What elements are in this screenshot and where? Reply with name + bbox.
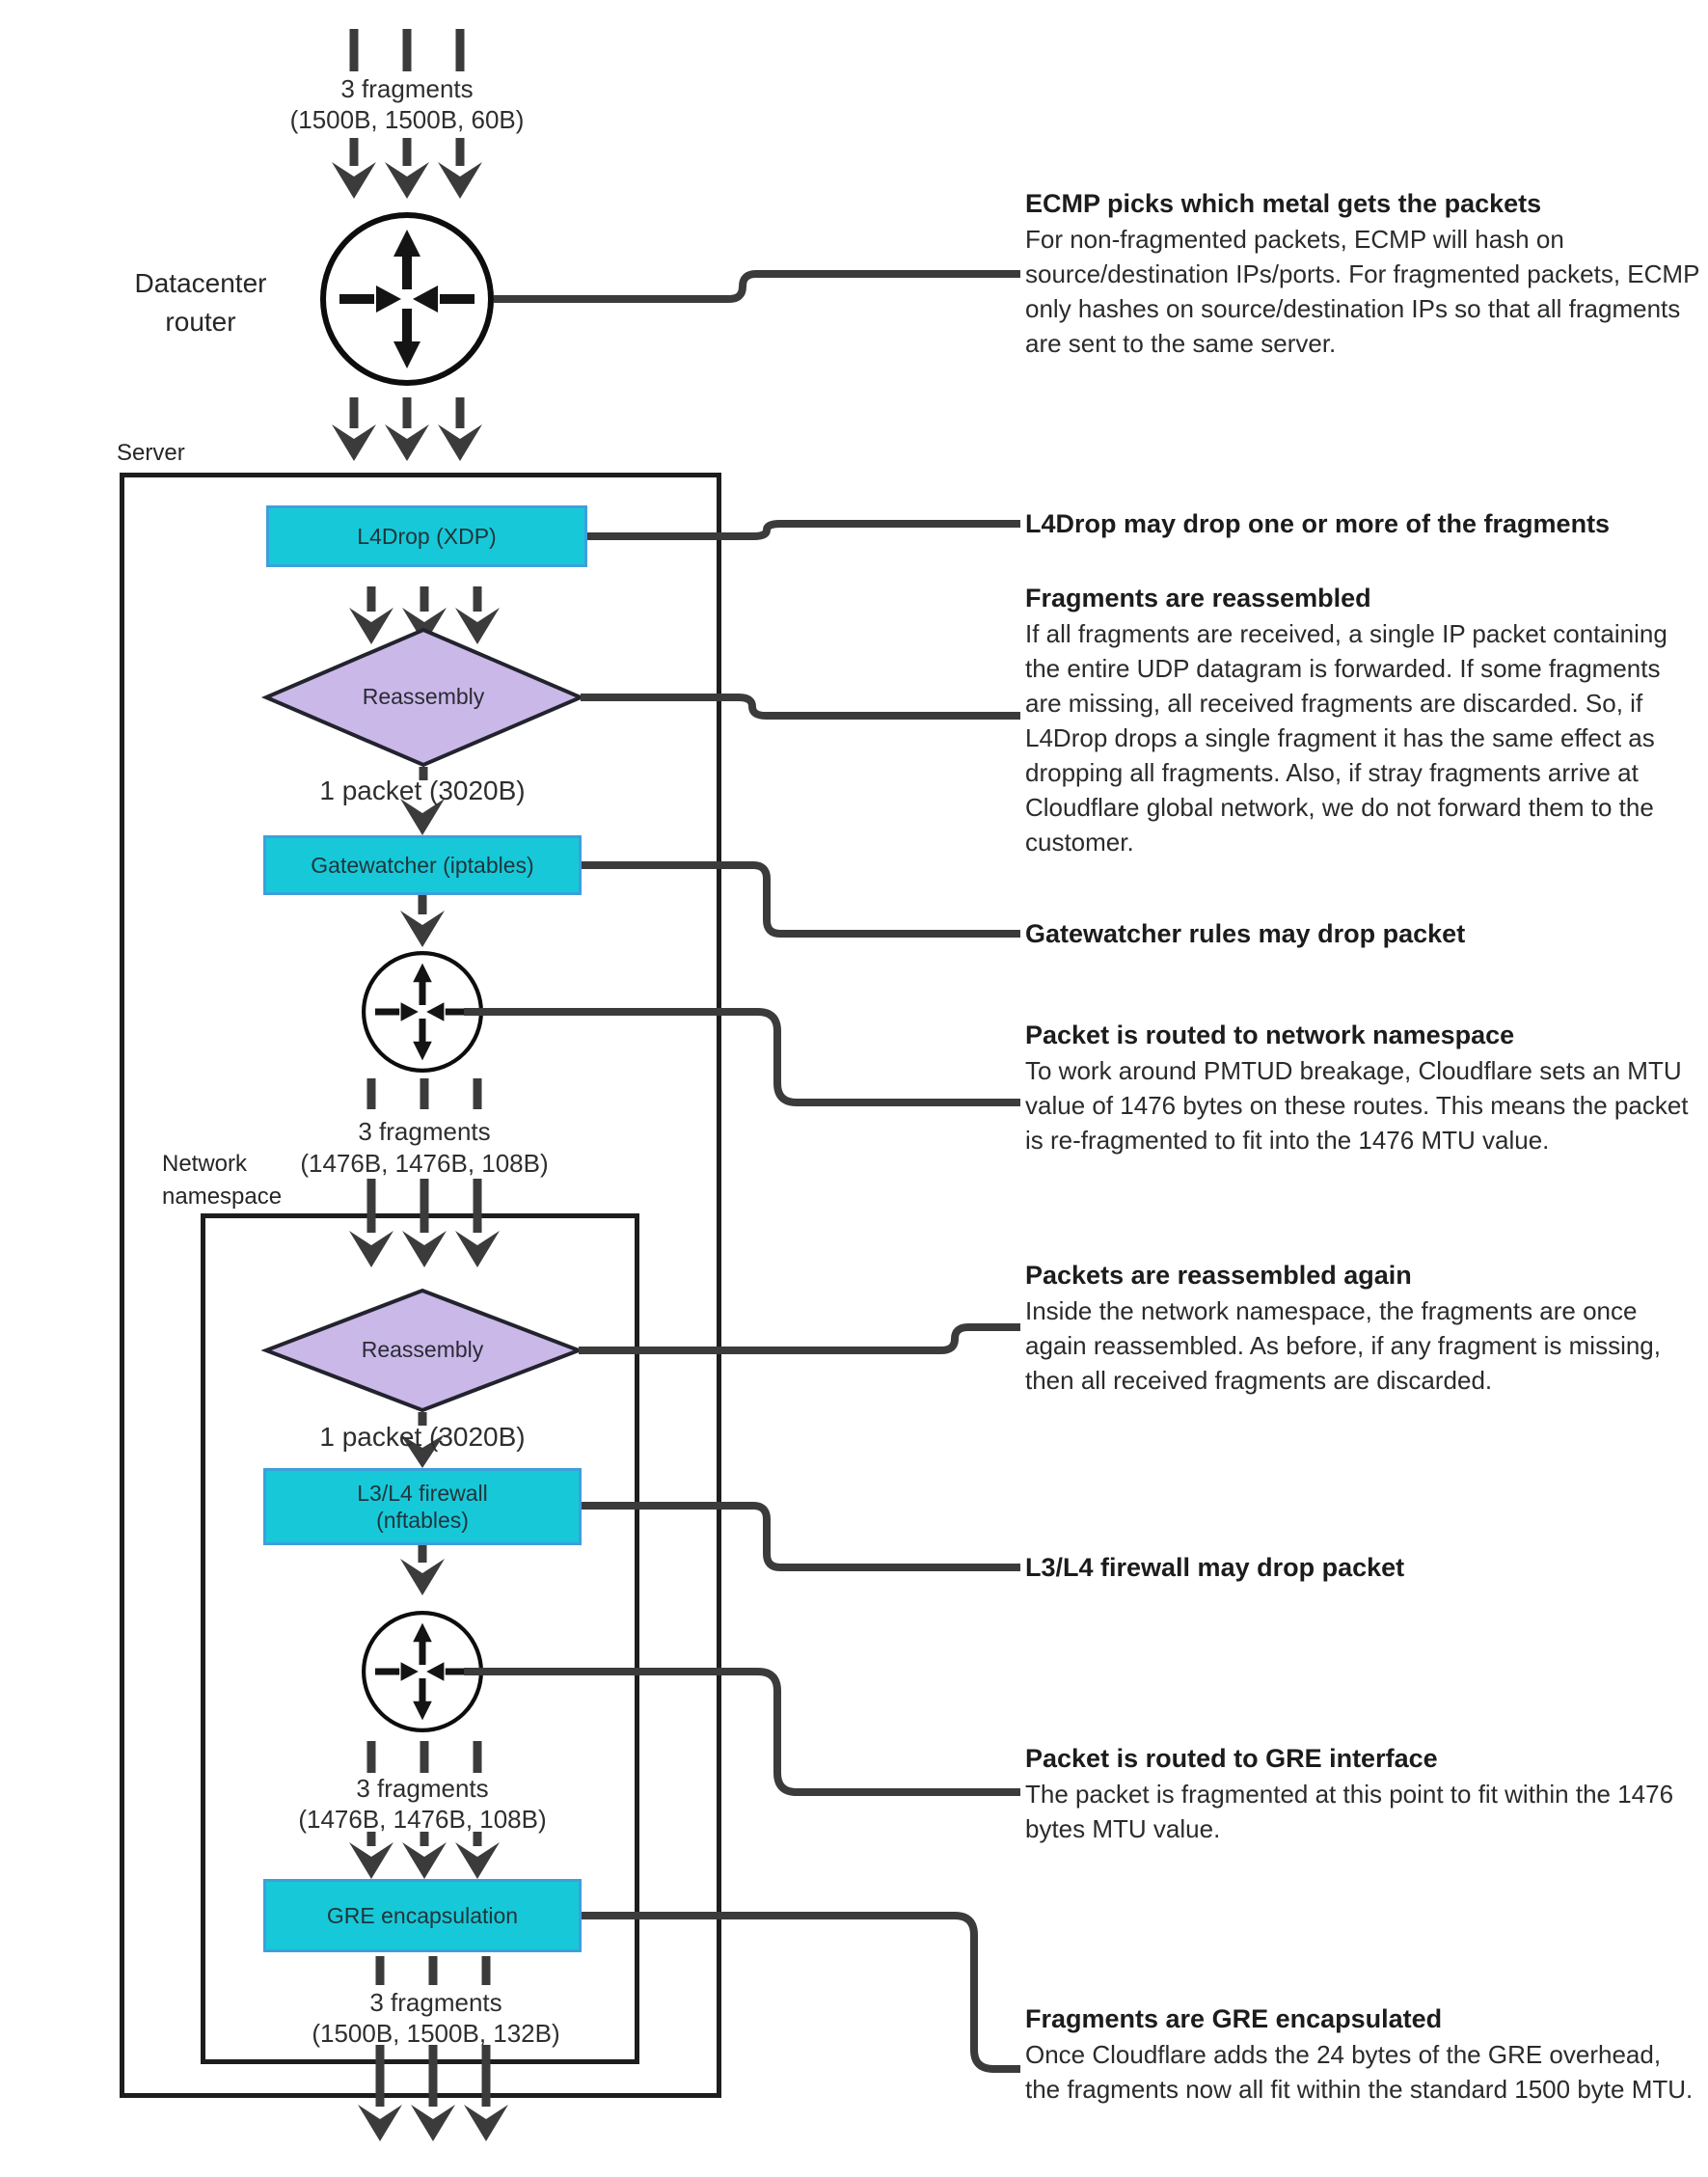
router-icon-3 — [364, 1613, 481, 1730]
annotation-ecmp — [1025, 187, 1700, 361]
annotation-gatewatcher — [1025, 917, 1700, 950]
annotation-firewall — [1025, 1551, 1700, 1584]
namespace-label — [162, 1148, 282, 1213]
router-icon — [323, 215, 491, 383]
out-fragments-count: 3 fragments — [369, 1988, 502, 2017]
datacenter-router-line1: Datacenter — [134, 268, 267, 298]
l4drop-node-label: L4Drop (XDP) — [357, 524, 497, 549]
annotation-body: If all fragments are received, a single IP packet containing the entire UDP datagram is forwarded. If some fragments are missing, all received fragments are discarded. So, if L4Drop drops a single fragment it has the same effect as dropping all fragments. Also, if stray fragments arrive at Cloudflare global network, we do not forward them to the customer. — [1025, 619, 1667, 857]
datacenter-router-label — [56, 264, 345, 341]
annotation-gre-encap — [1025, 2002, 1700, 2107]
out-fragments-sizes: (1500B, 1500B, 132B) — [312, 2019, 560, 2048]
packet-dashes-top — [354, 29, 460, 71]
flow-arrows-exit — [358, 2045, 508, 2141]
arrow-firewall-out — [400, 1545, 445, 1595]
reassembly-1-label: Reassembly — [362, 684, 485, 709]
annotation-gre-route — [1025, 1742, 1700, 1846]
annotation-title: Fragments are GRE encapsulated — [1025, 2004, 1443, 2033]
datacenter-router-line2: router — [165, 307, 236, 337]
ns-fragments-sizes: (1476B, 1476B, 108B) — [298, 1805, 547, 1834]
flow-arrows-into-gre — [349, 1832, 500, 1879]
server-label: Server — [117, 440, 185, 466]
connector-l4drop — [587, 524, 1020, 536]
annotation-title: ECMP picks which metal gets the packets — [1025, 189, 1542, 218]
annotation-body: For non-fragmented packets, ECMP will hash on source/destination IPs/ports. For fragmented packets, ECMP only hashes on source/destination IPs so that all fragments are sent to the same server. — [1025, 225, 1699, 358]
namespace-label-line2: namespace — [162, 1184, 283, 1210]
connector-firewall — [582, 1506, 1020, 1567]
annotation-title: L4Drop may drop one or more of the fragments — [1025, 509, 1611, 538]
flow-arrows-into-namespace — [349, 1179, 500, 1267]
flow-arrows-into-server — [332, 397, 482, 461]
arrow-gatewatcher-out — [400, 895, 445, 947]
flow-arrows-into-router — [332, 138, 482, 199]
top-fragments-sizes: (1500B, 1500B, 60B) — [289, 105, 525, 134]
l4drop-node — [266, 505, 587, 567]
annotation-title: Packet is routed to network namespace — [1025, 1020, 1515, 1049]
firewall-node-line1: L3/L4 firewall — [357, 1481, 488, 1506]
packet-dashes-out — [380, 1956, 486, 1985]
annotation-body: To work around PMTUD breakage, Cloudflare sets an MTU value of 1476 bytes on these routes. This means the packet is re-fragmented to fit into the 1476 MTU value. — [1025, 1056, 1689, 1155]
ns-fragments-count: 3 fragments — [356, 1774, 489, 1803]
packet-size-label-1: 1 packet (3020B) — [319, 776, 526, 805]
annotation-reassembled-again — [1025, 1259, 1700, 1398]
gre-node-label: GRE encapsulation — [326, 1903, 519, 1928]
gre-node — [263, 1879, 582, 1952]
connector-ecmp — [494, 274, 1020, 299]
firewall-node-line2: (nftables) — [376, 1508, 469, 1533]
connector-reassembly-2 — [579, 1327, 1020, 1350]
annotation-body: Inside the network namespace, the fragments are once again reassembled. As before, if any fragment is missing, then all received fragments are discarded. — [1025, 1296, 1661, 1395]
top-fragments-count: 3 fragments — [340, 74, 474, 103]
packet-dashes-ns — [371, 1741, 477, 1773]
gatewatcher-node-label: Gatewatcher (iptables) — [311, 853, 534, 878]
annotation-namespace-route — [1025, 1019, 1700, 1157]
annotation-body: The packet is fragmented at this point to fit within the 1476 bytes MTU value. — [1025, 1780, 1674, 1843]
annotation-title: Gatewatcher rules may drop packet — [1025, 919, 1466, 948]
annotation-title: Packet is routed to GRE interface — [1025, 1744, 1438, 1773]
mid-fragments-count: 3 fragments — [358, 1117, 491, 1146]
mid-fragments-sizes: (1476B, 1476B, 108B) — [300, 1149, 549, 1178]
firewall-node — [263, 1468, 582, 1545]
annotation-title: Fragments are reassembled — [1025, 584, 1371, 612]
connector-gatewatcher — [582, 865, 1020, 934]
packet-size-label-2: 1 packet (3020B) — [319, 1422, 526, 1452]
connector-router-2 — [464, 1012, 1020, 1102]
packet-dashes-mid — [371, 1078, 477, 1109]
connector-reassembly-1 — [581, 697, 1020, 716]
reassembly-2-label: Reassembly — [361, 1337, 484, 1362]
connector-gre — [582, 1916, 1020, 2069]
annotation-title: Packets are reassembled again — [1025, 1261, 1412, 1290]
namespace-label-line1: Network — [162, 1151, 248, 1177]
annotation-body: Once Cloudflare adds the 24 bytes of the GRE overhead, the fragments now all fit within the standard 1500 byte MTU. — [1025, 2040, 1694, 2104]
router-icon-2 — [364, 953, 481, 1071]
annotation-title: L3/L4 firewall may drop packet — [1025, 1553, 1405, 1582]
annotation-reassembled — [1025, 582, 1700, 859]
gatewatcher-node — [263, 835, 582, 895]
annotation-l4drop — [1025, 507, 1700, 540]
